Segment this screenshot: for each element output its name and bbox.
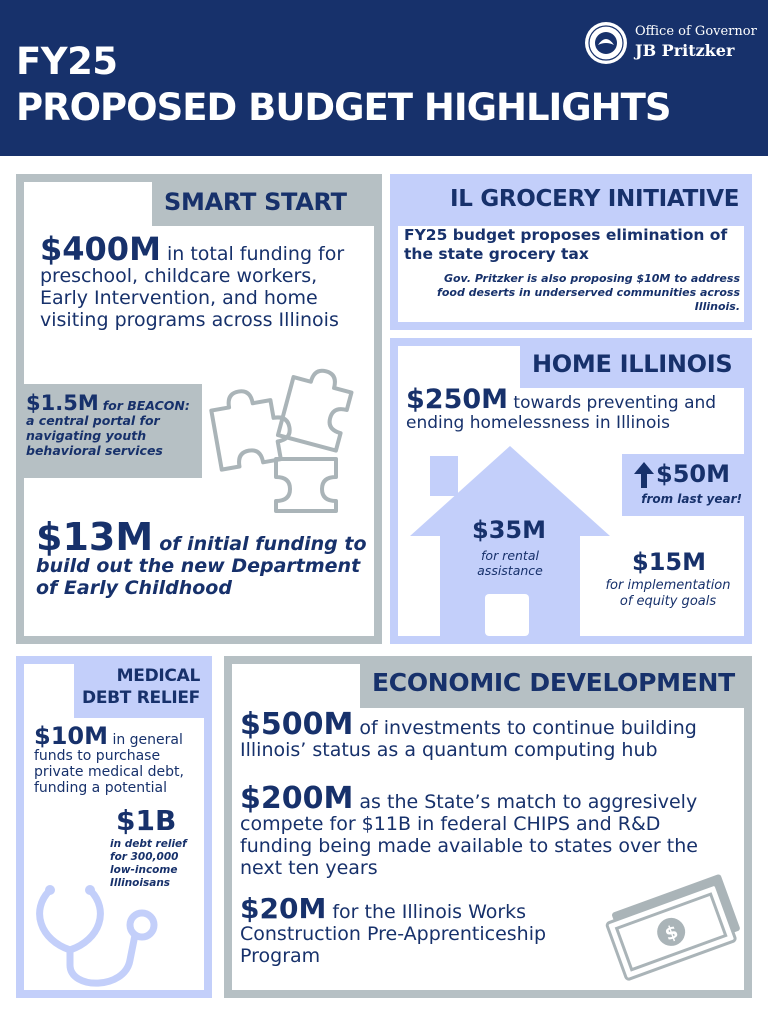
chips-funding: $200M as the State’s match to aggresively compete for $11B in federal CHIPS and R&D funding being made available to states over the next ten years [240,781,698,879]
economic-development-panel [224,656,752,998]
early-childhood-funding: $13M of initial funding to build out the new Department of Early Childhood [36,515,367,599]
medical-debt-heading-line1: MEDICAL [116,666,200,686]
grocery-heading: IL GROCERY INITIATIVE [450,186,740,212]
smart-start-heading: SMART START [164,188,347,216]
economic-development-heading: ECONOMIC DEVELOPMENT [372,668,735,697]
header-banner [0,0,768,156]
medical-debt-panel [16,656,212,998]
rental-text: for rental assistance [477,548,543,578]
food-desert-note: Gov. Pritzker is also proposing $10M to address food deserts in underserved communities across Illinois. [437,272,740,313]
money-icon [600,862,750,982]
page-title: PROPOSED BUDGET HIGHLIGHTS [16,86,671,129]
stethoscope-icon [30,880,180,990]
title-year: FY25 [16,40,118,83]
medical-debt-heading-line2: DEBT RELIEF [82,688,200,708]
grocery-panel [390,174,752,330]
smart-start-panel [16,174,382,644]
homelessness-funding: $250M towards preventing and ending homelessness in Illinois [406,384,717,433]
state-seal-icon [584,21,628,65]
debt-relief-amount: $1B [116,804,177,837]
svg-text:$: $ [662,921,682,946]
grocery-tax-text: FY25 budget proposes elimination of the state grocery tax [404,226,728,263]
home-illinois-heading: HOME ILLINOIS [532,350,733,378]
home-illinois-panel [390,338,752,644]
quantum-funding: $500M of investments to continue building Illinois’ status as a quantum computing hub [240,707,697,761]
increase-amount: $50M [656,460,730,488]
medical-debt-text: $10M in general funds to purchase private medical debt, funding a potential [34,722,184,796]
office-label: Office of Governor [635,24,757,39]
equity-amount: $15M [632,548,706,576]
illinois-works-funding: $20M for the Illinois Works Construction Pre-Apprenticeship Program [240,892,547,967]
smart-start-funding: $400M in total funding for preschool, childcare workers, Early Intervention, and home visiting programs across Illinois [40,230,345,331]
equity-text: for implementation of equity goals [605,578,731,609]
rental-amount: $35M [472,516,546,544]
governor-name: JB Pritzker [635,41,735,60]
puzzle-icon [206,364,366,514]
increase-text: from last year! [641,492,742,506]
arrow-up-icon [634,462,654,488]
beacon-text: $1.5M for BEACON: a central portal for navigating youth behavioral services [26,391,190,458]
debt-relief-text: in debt relief for 300,000 low-income Illinoisans [110,838,187,889]
